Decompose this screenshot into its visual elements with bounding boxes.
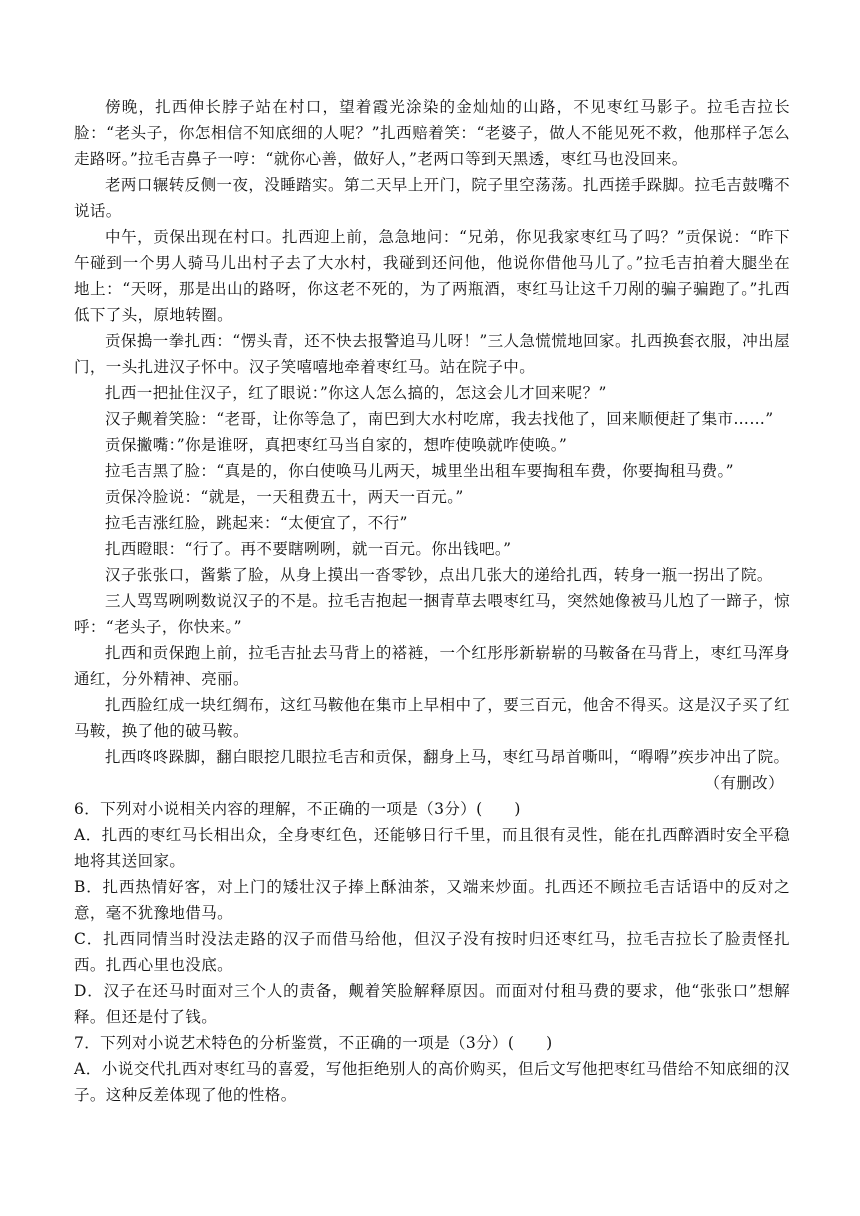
question-stem: 6．下列对小说相关内容的理解，不正确的一项是（3分）( ) [74, 800, 521, 818]
passage-paragraph: 中午，贡保出现在村口。扎西迎上前，急急地问：“兄弟，你见我家枣红马了吗？”贡保说：“昨下午碰到一个男人骑马儿出村子去了大水村，我碰到还问他，他说你借他马儿了。”拉毛吉拍着大腿坐在地上：“天呀，那是出山的路呀，你这老不死的，为了两瓶酒，枣红马让这千刀剐的骗子骗跑了。”扎西低下了头，原地转圈。 [74, 228, 790, 324]
passage-paragraph: 贡保搗一拳扎西：“愣头青，还不快去报警追马儿呀！”三人急慌慌地回家。扎西换套衣服，冲出屋门，一头扎进汉子怀中。汉子笑嘻嘻地牵着枣红马。站在院子中。 [74, 332, 790, 376]
option-a: A．扎西的枣红马长相出众，全身枣红色，还能够日行千里，而且很有灵性，能在扎西醉酒时安全平稳地将其送回家。 [74, 826, 790, 870]
option-d: D．汉子在还马时面对三个人的责备，觍着笑脸解释原因。而面对付租马费的要求，他“张张口”想解释。但还是付了钱。 [74, 982, 790, 1026]
option-c: C．扎西同情当时没法走路的汉子而借马给他，但汉子没有按时归还枣红马，拉毛吉拉长了脸责怪扎西。扎西心里也没底。 [74, 930, 790, 974]
option-b: B．扎西热情好客，对上门的矮壮汉子捧上酥油茶，又端来炒面。扎西还不顾拉毛吉话语中的反对之意，毫不犹豫地借马。 [74, 878, 790, 922]
passage-paragraph: 扎西脸红成一块红绸布，这红马鞍他在集市上早相中了，要三百元，他舍不得买。这是汉子买了红马鞍，换了他的破马鞍。 [74, 696, 790, 740]
question-stem: 7．下列对小说艺术特色的分析鉴赏，不正确的一项是（3分）( ) [74, 1034, 553, 1052]
source-note: （有删改） [704, 774, 784, 792]
passage-paragraph: 汉子张张口，酱紫了脸，从身上摸出一沓零钞，点出几张大的递给扎西，转身一瓶一拐出了院。 [105, 566, 773, 584]
passage-paragraph: 三人骂骂咧咧数说汉子的不是。拉毛吉抱起一捆青草去喂枣红马，突然她像被马儿尥了一蹄子，惊呼：“老头子，你快来。” [74, 592, 790, 636]
option-a: A．小说交代扎西对枣红马的喜爱，写他拒绝别人的高价购买，但后文写他把枣红马借给不知底细的汉子。这种反差体现了他的性格。 [74, 1060, 790, 1104]
passage-paragraph: 汉子觍着笑脸：“老哥，让你等急了，南巴到大水村吃席，我去找他了，回来顺便赶了集市……” [105, 410, 774, 428]
passage-paragraph: 扎西瞪眼：“行了。再不要瞎咧咧，就一百元。你出钱吧。” [105, 540, 512, 558]
passage-paragraph: 贡保撇嘴：”你是谁呀，真把枣红马当自家的，想咋使唤就咋使唤。” [105, 436, 568, 454]
question-7 [74, 1030, 790, 1108]
passage-paragraph: 老两口辗转反侧一夜，没睡踏实。第二天早上开门，院子里空荡荡。扎西搓手跺脚。拉毛吉鼓嘴不说话。 [74, 176, 790, 220]
question-6 [74, 796, 790, 1030]
passage-paragraph: 拉毛吉黑了脸：“真是的，你白使唤马儿两天，城里坐出租车要掏租车费，你要掏租马费。” [105, 462, 735, 480]
passage-paragraph: 贡保冷脸说：“就是，一天租费五十，两天一百元。” [105, 488, 464, 506]
passage-paragraph: 扎西一把扯住汉子，红了眼说：”你这人怎么搞的，怎这会儿才回来呢？” [105, 384, 607, 402]
passage-paragraph: 拉毛吉涨红脸，跳起来：“太便宜了，不行” [105, 514, 408, 532]
passage-paragraph: 傍晚，扎西伸长脖子站在村口，望着霞光涂染的金灿灿的山路，不见枣红马影子。拉毛吉拉长脸：“老头子，你怎相信不知底细的人呢？”扎西赔着笑：“老婆子，做人不能见死不救，他那样子怎么走路呀。”拉毛吉鼻子一哼：“就你心善，做好人，”老两口等到天黑透，枣红马也没回来。 [74, 98, 790, 168]
passage-paragraph: 扎西咚咚跺脚，翻白眼挖几眼拉毛吉和贡保，翻身上马，枣红马昂首嘶叫，“嘚嘚”疾步冲出了院。 [105, 748, 790, 766]
passage-paragraph: 扎西和贡保跑上前，拉毛吉扯去马背上的褡裢，一个红彤彤新崭崭的马鞍备在马背上，枣红马浑身通红，分外精神、亮丽。 [74, 644, 790, 688]
page-content [74, 94, 790, 1108]
